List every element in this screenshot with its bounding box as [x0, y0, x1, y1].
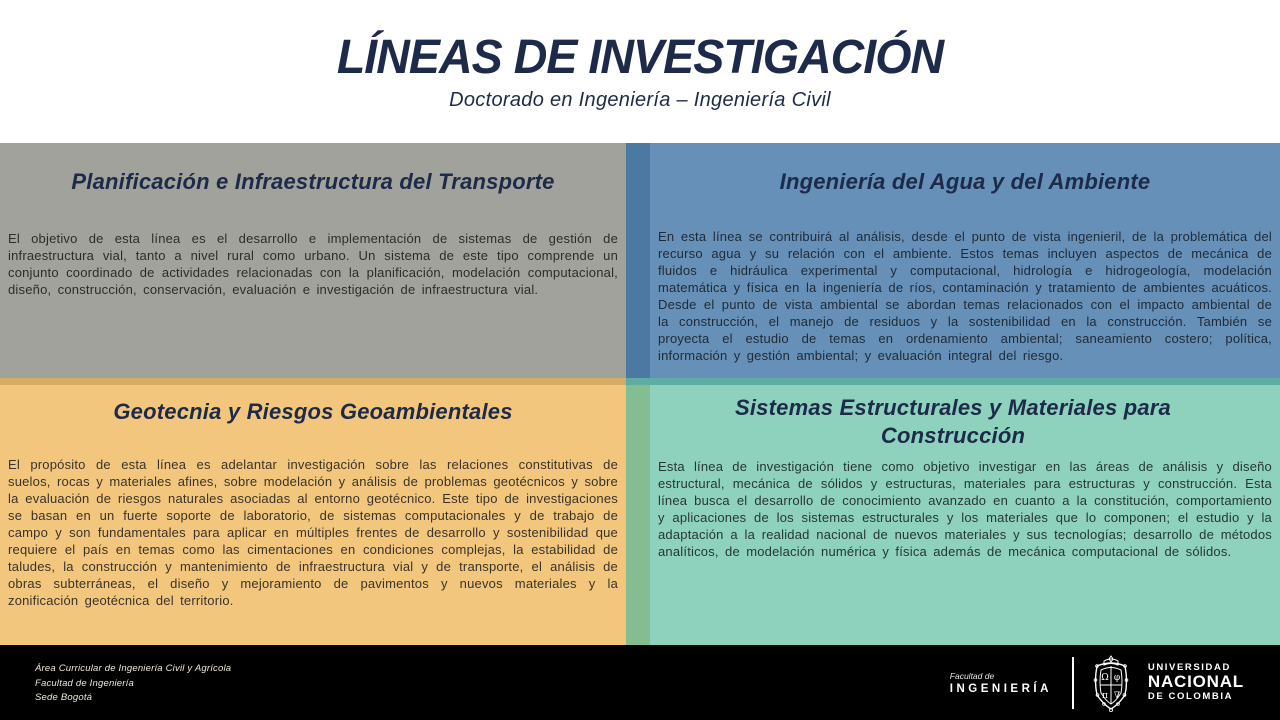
- universidad-nacional-crest-icon: [1088, 653, 1134, 713]
- quadrant-estructuras: [626, 378, 1280, 645]
- quadrant-agua-ambiente-body: En esta línea se contribuirá al análisis, desde el punto de vista ingenieril, de la problemática del recurso agua y su relación con el ambiente. Estos temas incluyen aspectos de mecánica de fluidos e hidráulica experimental y computacional, hidrología e hidrogeología, modelación matemática y física en la ingeniería de ríos, contaminación y tratamiento de ambientes acuáticos. Desde el punto de vista ambiental se abordan temas relacionados con el impacto ambiental de la construcción, el manejo de residuos y la sostenibilidad en la construcción. También se proyecta el estudio de temas en ordenamiento ambiental; saneamiento costero; política, información y gestión ambiental; y evaluación integral del riesgo.: [658, 228, 1272, 363]
- slide-footer: [0, 645, 1280, 720]
- footer-divider: [1072, 657, 1074, 709]
- faculty-wordmark: [950, 671, 1052, 695]
- slide-header: [0, 0, 1280, 143]
- quadrant-transporte: [0, 143, 626, 378]
- accent-strip: [626, 385, 650, 645]
- quadrant-geotecnia: [0, 378, 626, 645]
- quadrant-agua-ambiente: [626, 143, 1280, 378]
- quadrant-estructuras-title: Sistemas Estructurales y Materiales para Construcción: [734, 395, 1171, 448]
- university-line3: DE COLOMBIA: [1147, 690, 1234, 702]
- faculty-name-label: INGENIERÍA: [949, 682, 1052, 695]
- university-wordmark: [1148, 663, 1244, 703]
- footer-credits: [35, 662, 231, 706]
- quadrant-geotecnia-title: Geotecnia y Riesgos Geoambientales: [113, 399, 513, 424]
- svg-text:Ω: Ω: [1101, 672, 1109, 683]
- footer-credit-line: Facultad de Ingeniería: [35, 677, 134, 689]
- svg-text:∇: ∇: [1113, 690, 1121, 701]
- footer-credit-line: Área Curricular de Ingeniería Civil y Agrícola: [35, 663, 232, 674]
- page-subtitle: Doctorado en Ingeniería – Ingeniería Civil: [449, 89, 831, 111]
- quadrant-transporte-title: Planificación e Infraestructura del Transporte: [71, 169, 555, 194]
- quadrant-transporte-body: El objetivo de esta línea es el desarrollo e implementación de sistemas de gestión de infraestructura vial, tanto a nivel rural como urbano. Un sistema de este tipo comprende un conjunto coordinado de actividades relacionadas con la planificación, modelación computacional, diseño, construcción, conservación, evaluación e investigación de infraestructura vial.: [8, 230, 618, 297]
- faculty-small-label: Facultad de: [949, 670, 995, 681]
- footer-branding: [950, 645, 1244, 720]
- quadrant-agua-ambiente-title: Ingeniería del Agua y del Ambiente: [779, 169, 1151, 194]
- page-title: LÍNEAS DE INVESTIGACIÓN: [336, 31, 944, 84]
- quadrant-estructuras-body: Esta línea de investigación tiene como objetivo investigar en las áreas de análisis y diseño estructural, mecánica de sólidos y estructuras, materiales para estructuras y construcción. Esta línea busca el desarrollo de conocimiento avanzado en cuanto a la constitución, comportamiento y aplicaciones de los sistemas estructurales y los materiales que lo componen; el estudio y la adaptación a la realidad nacional de nuevos materiales y sus tecnologías; desarrollo de métodos analíticos, de modelación numérica y física además de mecánica computacional de sólidos.: [658, 459, 1272, 559]
- svg-text:π: π: [1101, 690, 1108, 701]
- university-line2: NACIONAL: [1147, 672, 1244, 692]
- quadrant-geotecnia-body: El propósito de esta línea es adelantar investigación sobre las relaciones constitutivas de suelos, rocas y materiales afines, sobre modelación y análisis de problemas geotécnicos y sobre la evaluación de riesgos naturales asociadas al entorno geotécnico. Este tipo de investigaciones se basan en un fuerte soporte de laboratorio, de sistemas computacionales y de trabajo de campo y son fundamentales para aplicar en múltiples frentes de desarrollo y sostenibilidad que requiere el país en temas como las cimentaciones en condiciones complejas, la estabilidad de taludes, la construcción y mantenimiento de infraestructura vial y de transporte, el análisis de obras subterráneas, el diseño y mejoramiento de pavimentos y nuevos materiales y la zonificación geotécnica del territorio.: [8, 456, 618, 608]
- university-line1: UNIVERSIDAD: [1147, 661, 1231, 673]
- svg-text:φ: φ: [1113, 672, 1121, 683]
- research-lines-grid: [0, 143, 1280, 645]
- footer-credit-line: Sede Bogotá: [35, 692, 93, 704]
